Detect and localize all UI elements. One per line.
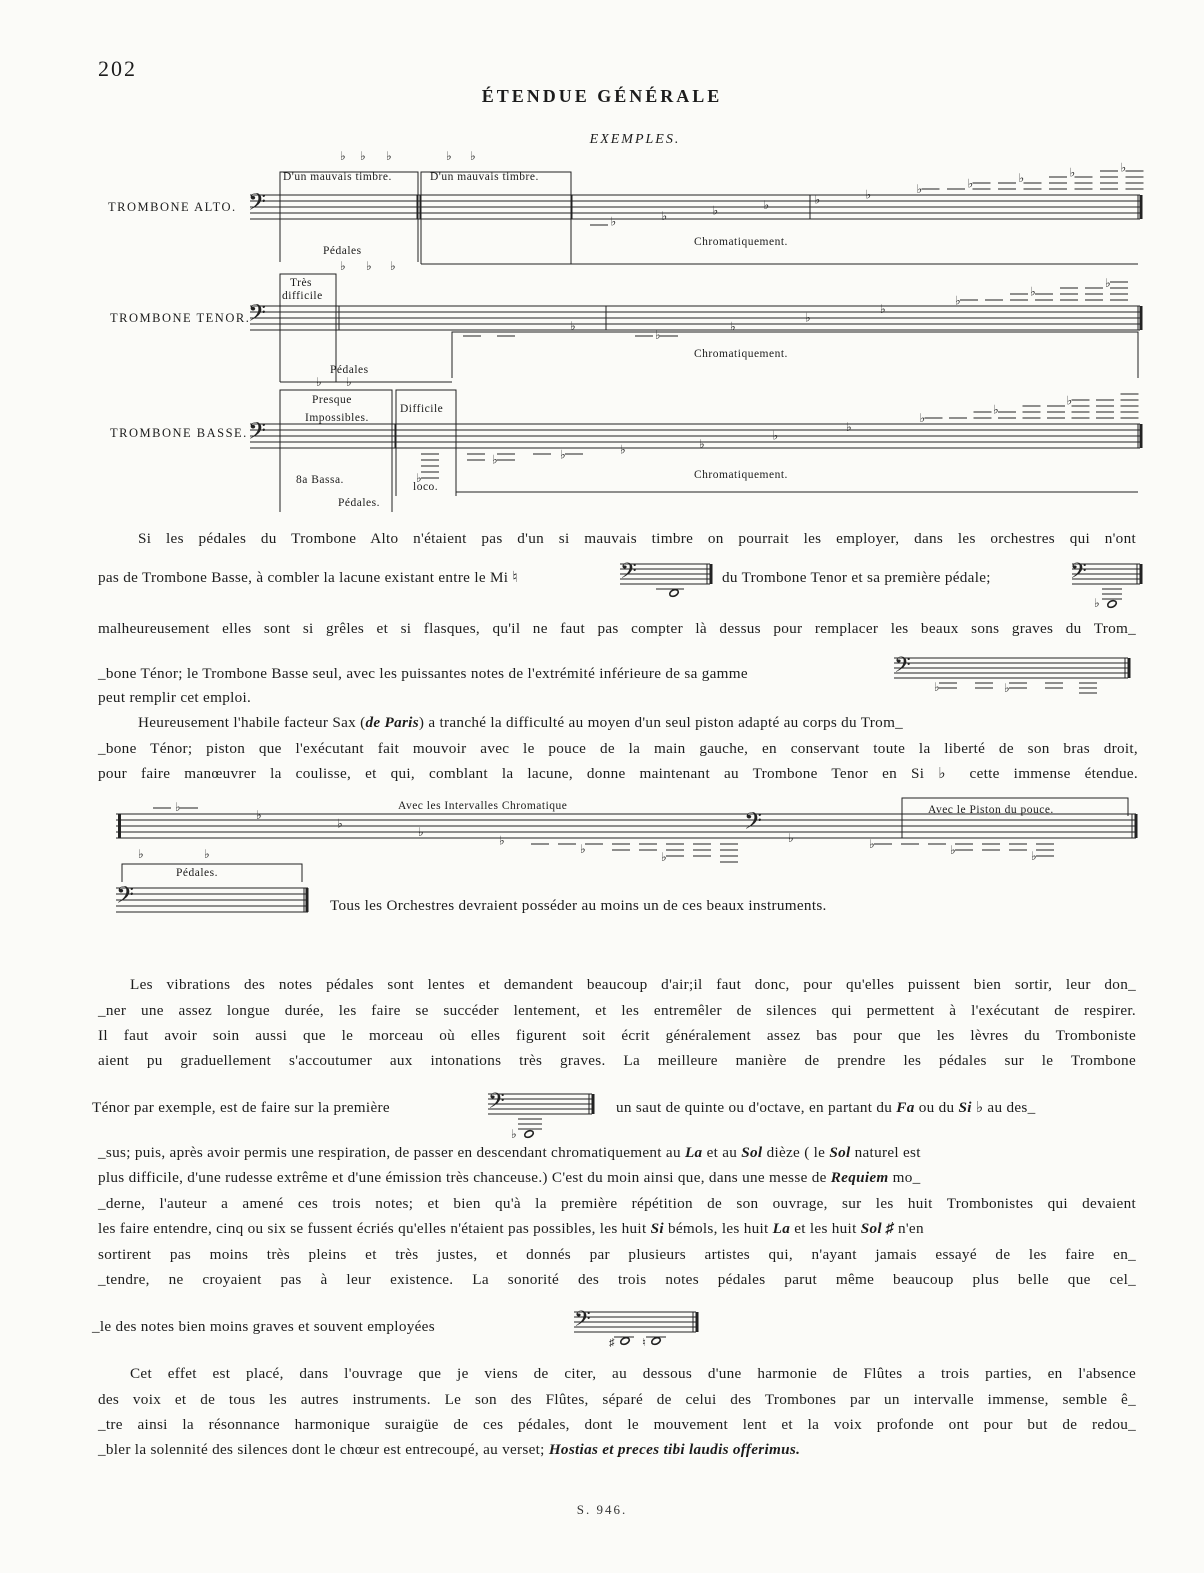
paragraph-line: _derne, l'auteur a amené ces trois notes; et bien qu'à la première répétition de son ouvrage, sur les huit Trombonistes qui devaient xyxy=(98,1195,1136,1212)
trombone-tenor-label: TROMBONE TENOR. xyxy=(110,311,251,325)
svg-text:♭: ♭ xyxy=(416,471,422,485)
svg-text:𝄢: 𝄢 xyxy=(744,807,763,840)
svg-text:♮: ♮ xyxy=(642,1337,646,1349)
paragraph-line: _bone Ténor; piston que l'exécutant fait mouvoir avec le pouce de la main gauche, en conservant toute la liberté de son bras droit, xyxy=(98,740,1138,757)
svg-text:♭: ♭ xyxy=(360,149,366,163)
paragraph-line xyxy=(98,1219,924,1239)
alto-box2-label: D'un mauvais timbre. xyxy=(430,171,539,183)
alto-chromatic-label: Chromatiquement. xyxy=(694,236,788,248)
text-segment: ) a tranché la difficulté au moyen d'un seul piston adapté au corps du Trom_ xyxy=(418,714,904,731)
svg-text:♭: ♭ xyxy=(256,808,262,823)
svg-text:♭: ♭ xyxy=(418,825,424,839)
svg-text:♭: ♭ xyxy=(993,402,999,417)
alto-pedales-label: Pédales xyxy=(323,245,362,257)
basse-loco-label: loco. xyxy=(413,481,439,493)
note-si-bemol: Si ♭ xyxy=(958,1099,984,1116)
svg-text:♭: ♭ xyxy=(950,843,956,857)
basse-chromatic-label: Chromatiquement. xyxy=(694,469,788,481)
svg-text:♭: ♭ xyxy=(661,208,668,223)
trombone-alto-label: TROMBONE ALTO. xyxy=(108,200,237,214)
alto-box1-label: D'un mauvais timbre. xyxy=(283,171,392,183)
paragraph-line xyxy=(138,713,903,733)
inline-staff-employees xyxy=(566,1306,706,1358)
text-segment: au des_ xyxy=(987,1099,1036,1116)
page-number: 202 xyxy=(98,56,137,81)
paragraph-line: Cet effet est placé, dans l'ouvrage que je viens de citer, au dessous d'une harmonie de Flûtes a trois parties, en l'absence xyxy=(130,1365,1136,1382)
svg-text:♭: ♭ xyxy=(1066,393,1073,408)
svg-text:♭: ♭ xyxy=(366,259,372,273)
svg-text:♭: ♭ xyxy=(316,375,322,389)
svg-text:♭: ♭ xyxy=(865,187,872,202)
svg-text:♭: ♭ xyxy=(570,319,576,333)
svg-text:♭: ♭ xyxy=(699,437,705,452)
basse-box1-label-1: Presque xyxy=(312,394,352,406)
svg-text:♭: ♭ xyxy=(175,799,181,814)
text-segment: n'en xyxy=(897,1220,924,1237)
text-segment: bémols, les huit xyxy=(667,1220,769,1237)
text-segment: et au xyxy=(706,1144,738,1161)
paragraph-line: _le des notes bien moins graves et souvent employées xyxy=(92,1318,435,1335)
page-title: ÉTENDUE GÉNÉRALE xyxy=(481,86,723,106)
tenor-box-label-2: difficile xyxy=(282,290,323,302)
svg-text:𝄢: 𝄢 xyxy=(574,1307,591,1337)
svg-text:♯: ♯ xyxy=(609,1337,615,1349)
svg-text:♭: ♭ xyxy=(655,328,661,343)
svg-text:𝄢: 𝄢 xyxy=(248,188,267,221)
paragraph-line: _tre ainsi la résonnance harmonique suraigüe de ces pédales, dont le mouvement lent et la voix profonde ont pour but de redou_ xyxy=(98,1416,1136,1433)
note-la: La xyxy=(772,1220,791,1237)
text-segment: ou du xyxy=(918,1099,955,1116)
hostias-quote: Hostias et preces tibi laudis offerimus. xyxy=(548,1441,801,1458)
svg-text:♭: ♭ xyxy=(934,680,940,694)
paragraph-line: sortirent pas moins très pleins et très justes, et donnés par plusieurs artistes qui, n'ayant jamais essayé de les faire en_ xyxy=(98,1246,1136,1263)
svg-text:♭: ♭ xyxy=(846,419,852,434)
paragraph-line: _tendre, ne croyaient pas à leur existence. La sonorité des trois notes pédales parut même beaucoup plus belle que cel_ xyxy=(98,1271,1136,1288)
svg-text:♭: ♭ xyxy=(1105,275,1111,290)
svg-text:♭: ♭ xyxy=(814,192,821,207)
svg-text:♭: ♭ xyxy=(610,214,617,229)
text-segment: _sus; puis, après avoir permis une respiration, de passer en descendant chromatiquement au xyxy=(98,1144,681,1161)
requiem-title: Requiem xyxy=(830,1169,889,1186)
paragraph-line: Les vibrations des notes pédales sont lentes et demandent beaucoup d'air;il faut donc, pour qu'elles puissent bien sortir, leur don_ xyxy=(130,976,1136,993)
text-segment: Heureusement l'habile facteur Sax ( xyxy=(138,714,366,731)
text-segment: _bler la solennité des silences dont le chœur est entrecoupé, au verset; xyxy=(98,1441,545,1458)
svg-text:♭: ♭ xyxy=(499,833,505,848)
svg-text:𝄢: 𝄢 xyxy=(488,1089,505,1119)
text-segment: et les huit xyxy=(794,1220,857,1237)
page-footer: S. 946. xyxy=(576,1502,628,1517)
svg-text:♭: ♭ xyxy=(1069,165,1076,180)
svg-text:♭: ♭ xyxy=(919,411,926,426)
svg-text:♭: ♭ xyxy=(772,428,779,443)
svg-text:♭: ♭ xyxy=(340,259,346,273)
svg-text:♭: ♭ xyxy=(955,293,961,308)
svg-text:♭: ♭ xyxy=(470,149,476,163)
text-segment: mo_ xyxy=(892,1169,921,1186)
svg-text:♭: ♭ xyxy=(1120,160,1127,175)
note-sol-diese: Sol ♯ xyxy=(860,1220,894,1237)
svg-text:𝄢: 𝄢 xyxy=(248,299,267,332)
tenor-staff xyxy=(244,259,1144,382)
svg-text:♭: ♭ xyxy=(1094,596,1100,610)
svg-text:♭: ♭ xyxy=(1030,284,1036,299)
paragraph-line xyxy=(616,1098,1036,1118)
text-segment: dièze ( le xyxy=(766,1144,826,1161)
inline-staff-premiere xyxy=(480,1088,602,1146)
inline-staff-gamme xyxy=(888,652,1138,710)
svg-text:♭: ♭ xyxy=(916,181,923,196)
svg-text:♭: ♭ xyxy=(580,841,586,856)
paragraph-line: peut remplir cet emploi. xyxy=(98,689,252,706)
paragraph-line: Si les pédales du Trombone Alto n'étaient pas d'un si mauvais timbre on pourrait les employer, dans les orchestres qui n'ont xyxy=(138,530,1136,547)
svg-text:♭: ♭ xyxy=(390,259,396,273)
paragraph-line: du Trombone Tenor et sa première pédale; xyxy=(722,569,991,586)
paragraph-line: _ner une assez longue durée, les faire se succéder lentement, et les entremêler de silences qui permettent à l'exécutant de respirer. xyxy=(98,1002,1136,1019)
tenor-pedales-label: Pédales xyxy=(330,364,369,376)
tenor-box-label-1: Très xyxy=(290,277,313,289)
svg-text:♭: ♭ xyxy=(730,319,736,334)
pedales-box-label: Pédales. xyxy=(176,867,219,879)
svg-text:𝄢: 𝄢 xyxy=(894,653,911,683)
paragraph-line xyxy=(98,1143,921,1163)
svg-text:♭: ♭ xyxy=(712,203,719,218)
basse-box2-label: Difficile xyxy=(400,403,444,415)
note-sol: Sol xyxy=(741,1144,763,1161)
paragraph-line: Ténor par exemple, est de faire sur la première xyxy=(92,1099,390,1116)
svg-text:𝄢: 𝄢 xyxy=(116,881,135,914)
basse-pedales-label: Pédales. xyxy=(338,497,381,509)
svg-text:♭: ♭ xyxy=(661,850,667,865)
note-sol: Sol xyxy=(829,1144,851,1161)
note-fa: Fa xyxy=(896,1099,915,1116)
paragraph-line: malheureusement elles sont si grêles et si flasques, qu'il ne faut pas compter là dessus pour remplacer les beaux sons graves du Trom_ xyxy=(98,620,1136,637)
note-la: La xyxy=(684,1144,703,1161)
svg-text:♭: ♭ xyxy=(1018,171,1025,186)
svg-text:♭: ♭ xyxy=(967,176,974,191)
text-segment: naturel est xyxy=(854,1144,921,1161)
basse-staff xyxy=(244,375,1144,514)
paragraph-line xyxy=(98,1440,800,1460)
svg-text:♭: ♭ xyxy=(204,847,210,861)
trombone-basse-label: TROMBONE BASSE. xyxy=(110,426,248,440)
svg-text:♭: ♭ xyxy=(346,375,352,389)
paragraph-line: pour faire manœuvrer la coulisse, et qui, comblant la lacune, donne maintenant au Trombone Tenor en Si ♭ cette immense étendue. xyxy=(98,765,1138,782)
paragraph-line: des voix et de tous les autres instruments. Le son des Flûtes, séparé de celui des Trombones par un intervalle immense, semble ê_ xyxy=(98,1391,1136,1408)
inline-staff-mi xyxy=(596,558,716,606)
svg-text:♭: ♭ xyxy=(880,302,886,316)
text-segment: les faire entendre, cinq ou six se fussent écriés qu'elles n'étaient pas possibles, les huit xyxy=(98,1220,647,1237)
svg-text:♭: ♭ xyxy=(788,831,794,845)
wide-caption: Tous les Orchestres devraient posséder au moins un de ces beaux instruments. xyxy=(330,897,827,914)
basse-bassa-label: 8a Bassa. xyxy=(296,474,344,486)
basse-box1-label-2: Impossibles. xyxy=(305,412,369,424)
paragraph-line: pas de Trombone Basse, à combler la lacune existant entre le Mi ♮ xyxy=(98,569,519,586)
svg-text:𝄢: 𝄢 xyxy=(620,559,637,589)
text-segment: un saut de quinte ou d'octave, en partant du xyxy=(616,1099,893,1116)
svg-text:♭: ♭ xyxy=(337,816,343,831)
paragraph-line xyxy=(98,1168,921,1188)
inline-staff-pedal xyxy=(1050,558,1150,610)
paragraph-line: Il faut avoir soin aussi que le morceau où elles figurent soit écrit généralement assez bas pour que les lèvres du Tromboniste xyxy=(98,1027,1136,1044)
svg-text:♭: ♭ xyxy=(869,837,875,851)
svg-text:♭: ♭ xyxy=(560,447,566,462)
wide-chromatic-label: Avec les Intervalles Chromatique xyxy=(398,800,568,812)
svg-text:♭: ♭ xyxy=(1004,681,1010,695)
wide-piston-label: Avec le Piston du pouce. xyxy=(928,804,1054,816)
svg-text:♭: ♭ xyxy=(805,310,811,325)
svg-text:𝄢: 𝄢 xyxy=(1070,559,1087,589)
paragraph-line: _bone Ténor; le Trombone Basse seul, avec les puissantes notes de l'extrémité inférieure de sa gamme xyxy=(98,665,748,682)
paragraph-line: aient pu graduellement s'accoutumer aux intonations très graves. La meilleure manière de prendre les pédales sur le Trombone xyxy=(98,1052,1136,1069)
svg-text:♭: ♭ xyxy=(340,149,346,163)
tenor-chromatic-label: Chromatiquement. xyxy=(694,348,788,360)
note-si: Si xyxy=(650,1220,664,1237)
svg-text:♭: ♭ xyxy=(511,1127,517,1141)
svg-text:♭: ♭ xyxy=(620,442,626,457)
svg-text:♭: ♭ xyxy=(1031,849,1037,863)
text-segment: plus difficile, d'une rudesse extrême et d'une émission très chanceuse.) C'est du moin ainsi que, dans une messe de xyxy=(98,1169,827,1186)
svg-text:♭: ♭ xyxy=(763,198,770,213)
text-segment-italic: de Paris xyxy=(365,714,419,731)
svg-text:♭: ♭ xyxy=(138,847,144,861)
page-subtitle: EXEMPLES. xyxy=(589,132,681,147)
svg-text:𝄢: 𝄢 xyxy=(248,417,267,450)
svg-text:♭: ♭ xyxy=(386,149,392,163)
svg-text:♭: ♭ xyxy=(446,149,452,163)
svg-text:♭: ♭ xyxy=(492,452,498,467)
